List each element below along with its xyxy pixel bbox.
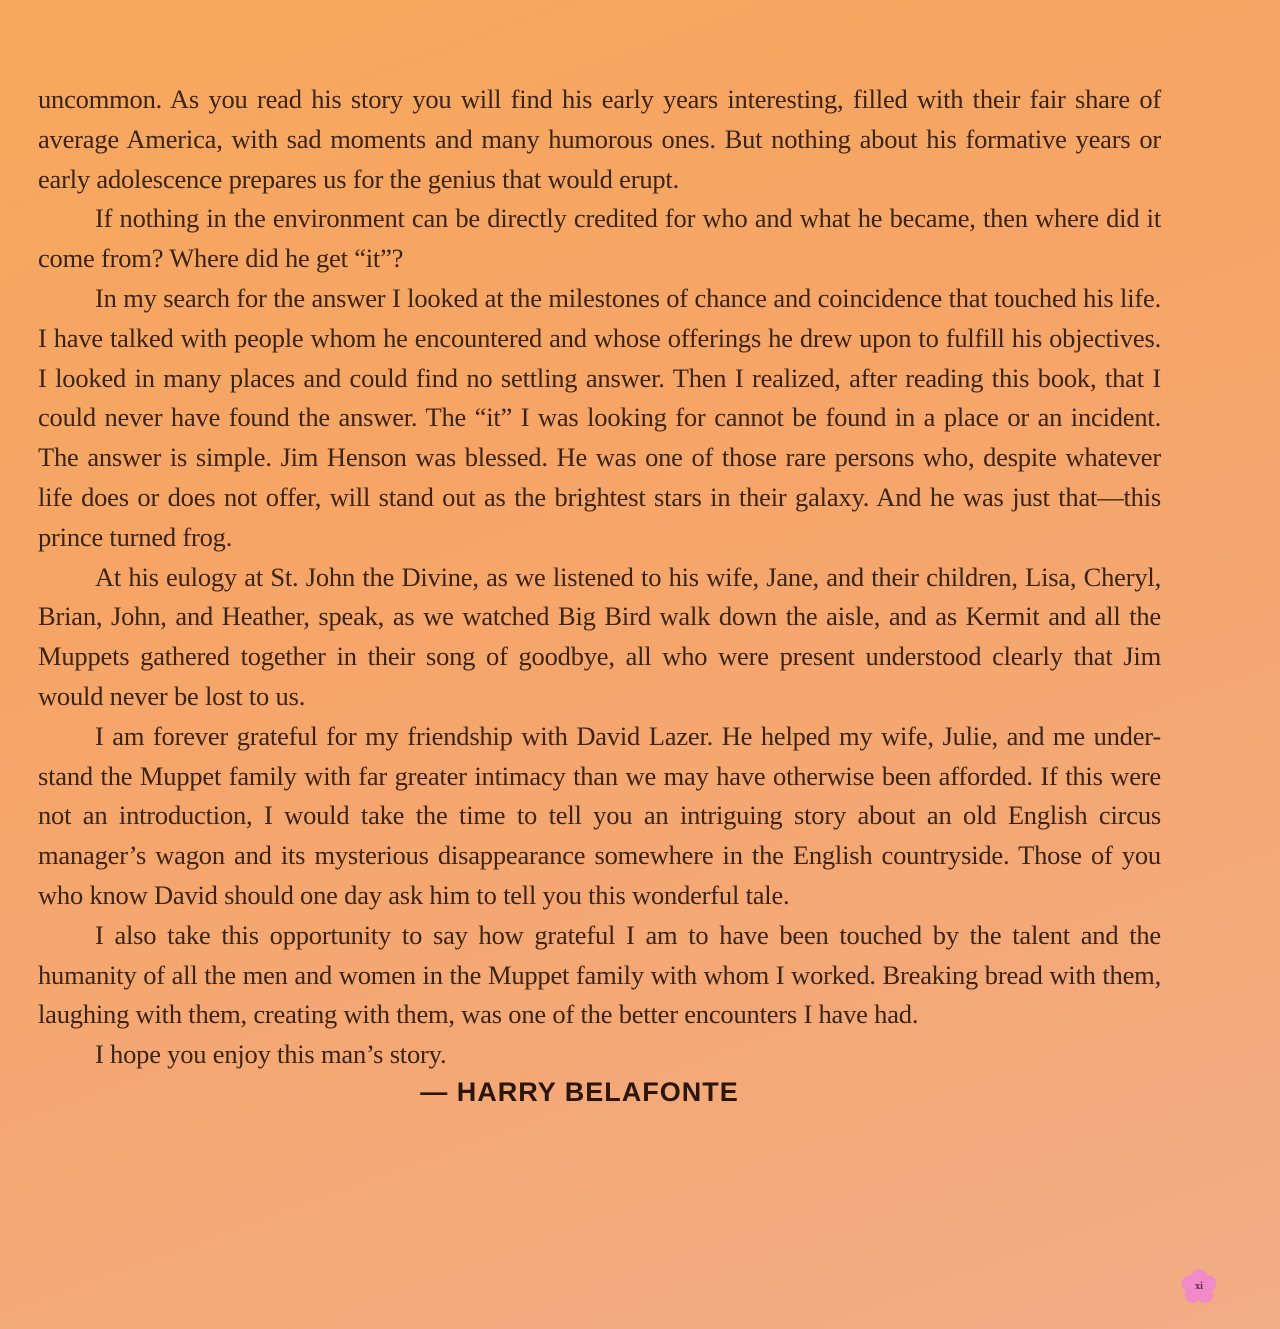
paragraph-6: I also take this opportunity to say how grateful I am to have been touched by the talent and the humanity of all the men and women in the Muppet family with whom I worked. Breaking bread with them, laughing with them, creating with them, was one of the better encounters I have had. [38,919,1161,1030]
page-body [38,80,1161,1108]
paragraph-4: At his eulogy at St. John the Divine, as we listened to his wife, Jane, and their children, Lisa, Cheryl, Brian, John, and Heather, speak, as we watched Big Bird walk down the aisle, and as Kermit and all the Muppets gathered together in their song of goodbye, all who were present understood clearly that Jim would never be lost to us. [38,561,1161,711]
page-folio [1180,1268,1218,1306]
paragraph-7: I hope you enjoy this man’s story. [95,1039,447,1070]
paragraph-2: If nothing in the environment can be directly credited for who and what he became, then where did it come from? Where did he get “it”? [38,203,1161,274]
author-signature: — HARRY BELAFONTE [420,1076,739,1107]
paragraph-1: uncommon. As you read his story you will find his early years interesting, filled with their fair share of average America, with sad moments and many humorous ones. But nothing about his formative years or early adolescence prepares us for the genius that would erupt. [38,84,1161,194]
paragraph-5: I am forever grateful for my friendship with David Lazer. He helped my wife, Julie, and me under-stand the Muppet family with far greater intimacy than we may have otherwise been afforded. If this were not an introduction, I would take the time to tell you an intriguing story about an old English circus manager’s wagon and its mysterious disappearance somewhere in the English countryside. Those of you who know David should one day ask him to tell you this wonderful tale. [38,720,1161,910]
paragraph-3: In my search for the answer I looked at the milestones of chance and coincidence that touched his life. I have talked with people whom he encountered and whose offerings he drew upon to fulfill his objectives. I looked in many places and could find no settling answer. Then I realized, after reading this book, that I could never have found the answer. The “it” I was looking for cannot be found in a place or an incident. The answer is simple. Jim Henson was blessed. He was one of those rare persons who, despite whatever life does or does not offer, will stand out as the brightest stars in their galaxy. And he was just that—this prince turned frog. [38,282,1161,552]
page-number: xi [1195,1281,1203,1292]
